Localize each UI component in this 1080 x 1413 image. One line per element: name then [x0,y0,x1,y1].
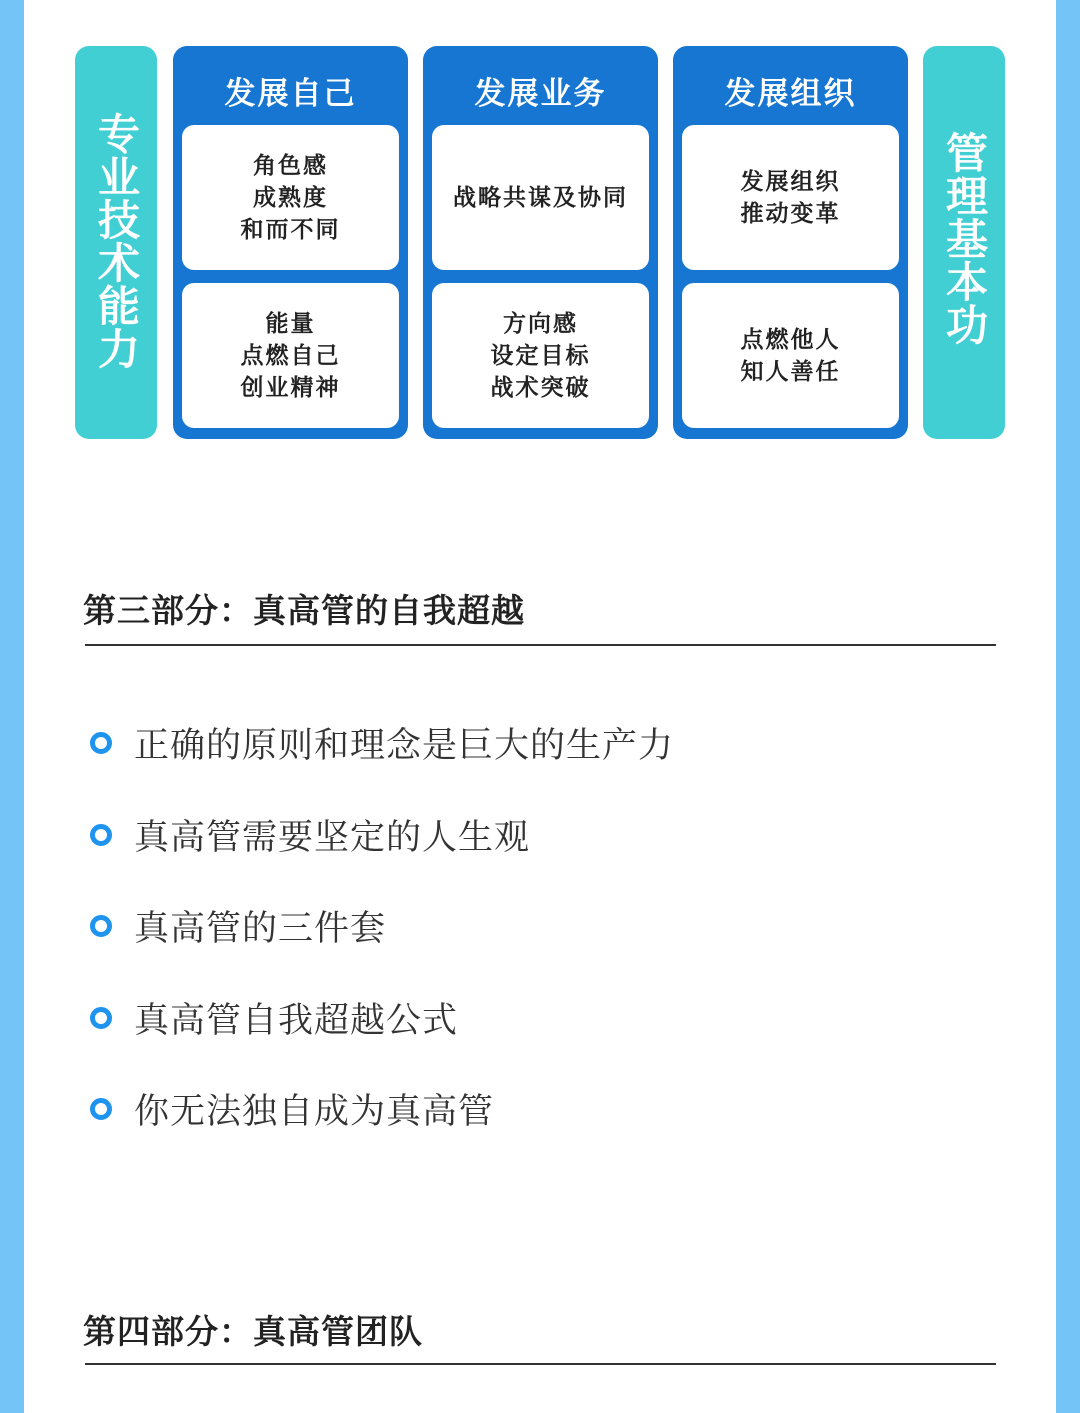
content-page [24,0,1056,1413]
card-line: 方向感 [503,310,578,337]
card-line: 成熟度 [253,184,328,211]
list-item [90,993,458,1043]
card [182,125,399,270]
card [682,283,899,428]
section-title: 第三部分：真高管的自我超越 [83,591,525,630]
list-item-text: 真高管自我超越公式 [134,1001,459,1041]
card-line: 知人善任 [740,358,841,385]
list-item-text: 真高管的三件套 [134,909,387,949]
card-line: 和而不同 [240,216,341,243]
section-divider [85,644,996,646]
bullet-circle-icon [90,824,112,846]
column-title: 发展业务 [474,76,607,112]
list-item [90,901,386,951]
column-develop-business [423,46,658,439]
bullet-circle-icon [90,1098,112,1120]
column-develop-self [173,46,408,439]
card-line: 点燃他人 [740,326,841,353]
right-side-panel [923,46,1005,439]
card-line: 能量 [265,310,316,337]
card-line: 战略共谋及协同 [453,184,628,211]
left-side-panel [75,46,157,439]
column-title: 发展自己 [224,76,357,112]
section-divider [85,1363,996,1365]
bullet-circle-icon [90,915,112,937]
left-side-label: 专业技术能力 [92,111,141,370]
list-item-text: 真高管需要坚定的人生观 [134,818,531,858]
right-side-label: 管理基本功 [940,131,989,346]
list-item [90,1084,494,1134]
section-title: 第四部分：真高管团队 [83,1312,423,1351]
bullet-circle-icon [90,732,112,754]
card-line: 点燃自己 [240,342,341,369]
card-line: 创业精神 [240,374,341,401]
column-title: 发展组织 [724,76,857,112]
list-item [90,718,674,768]
list-item-text: 你无法独自成为真高管 [134,1092,495,1132]
card-line: 推动变革 [740,200,841,227]
bullet-circle-icon [90,1007,112,1029]
column-develop-organization [673,46,908,439]
card-line: 设定目标 [490,342,591,369]
card-line: 战术突破 [490,374,591,401]
card [182,283,399,428]
card-line: 角色感 [253,152,328,179]
list-item-text: 正确的原则和理念是巨大的生产力 [134,726,675,766]
card [682,125,899,270]
list-item [90,810,530,860]
card [432,125,649,270]
card-line: 发展组织 [740,168,841,195]
card [432,283,649,428]
